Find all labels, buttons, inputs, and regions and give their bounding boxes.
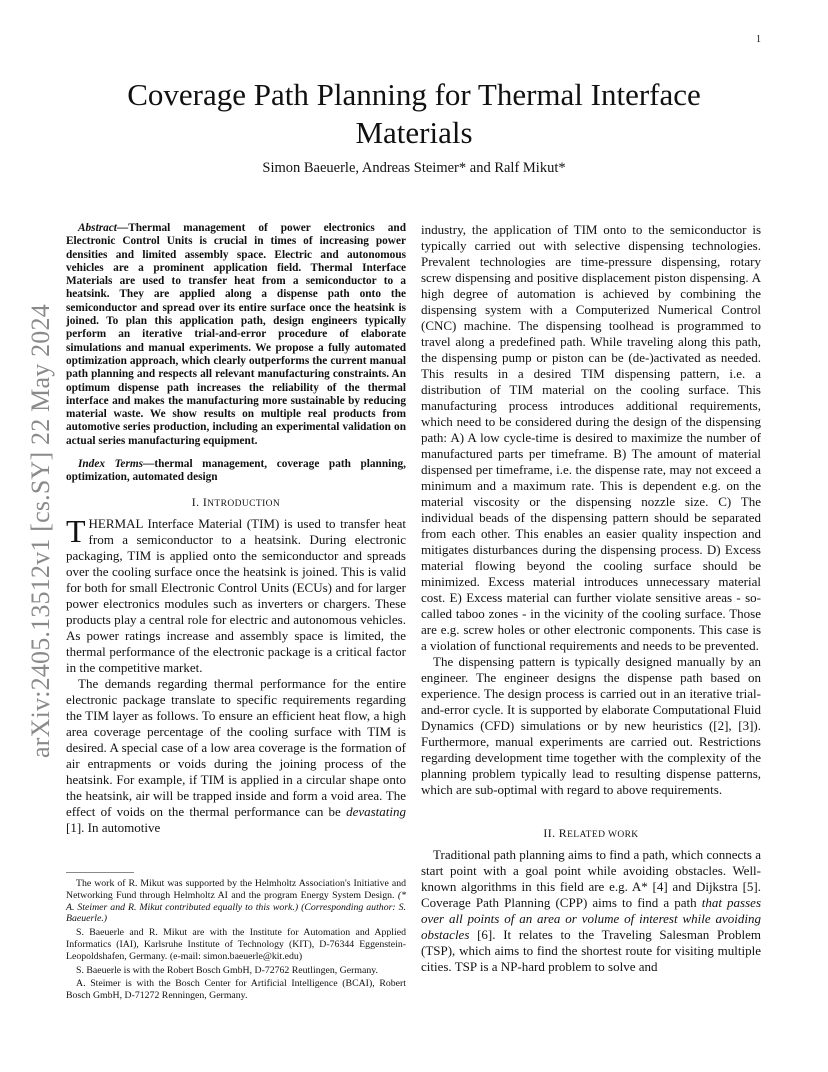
index-terms-text: —thermal management, coverage path planning, optimization, automated design	[66, 458, 406, 484]
section-title-rest: NTRODUCTION	[207, 498, 281, 509]
left-column	[66, 222, 406, 836]
abstract-text: —Thermal management of power electronics and Electronic Control Units is crucial in times of increasing power densities and limited assembly space. Electric and autonomous vehicles are a prominent application field. Thermal Interface Materials are used to transfer heat from a semiconductor to a heatsink. They are applied along a dispense path onto the semiconductor and spread over its entire surface once the heatsink is joined. To plan this application path, design engineers typically perform an iterative trial-and-error procedure of elaborate simulations and manual experiments. We propose a fully automated optimization approach, which clearly outperforms the current manual path planning and respects all relevant manufacturing constraints. An optimum dispense path increases the reliability of the thermal interface and makes the manufacturing more sustainable by reducing material waste. We show results on multiple real products from automotive series production, including an experimental validation on actual series manufacturing equipment.	[66, 222, 406, 447]
footnote-affiliation-bcai: A. Steimer is with the Bosch Center for Artificial Intelligence (BCAI), Robert Bosch GmbH, D-71272 Renningen, Germany.	[66, 978, 406, 1002]
section-title-rest: ELATED WORK	[567, 830, 639, 840]
abstract-label: Abstract	[78, 222, 117, 234]
related-work-tail: [6]. It relates to the Traveling Salesman Problem (TSP), which aims to find the shortest route for visiting multiple cities. TSP is a NP-hard problem to solve and	[421, 927, 761, 974]
title-line-2: Materials	[355, 115, 473, 150]
section-title-initial: I	[202, 494, 208, 509]
intro-paragraph-2-emphasis: devastating	[346, 803, 406, 819]
index-terms	[66, 458, 406, 485]
footnote-affiliation-bosch: S. Baeuerle is with the Robert Bosch GmbH, D-72762 Reutlingen, Germany.	[76, 964, 378, 976]
intro-paragraph-2-text: The demands regarding thermal performance for the entire electronic package translate to specific requirements regarding the TIM layer as follows. To ensure an efficient heat flow, a high area coverage percentage of the cooling surface with TIM is desired. A special case of a low area coverage is the formation of air entrapments or voids during the joining process of the heatsink. For example, if TIM is applied in a circular shape onto the heatsink, air will be trapped inside and form a void area. The effect of voids on the thermal performance can be	[66, 675, 406, 819]
section-title-initial: R	[558, 826, 568, 840]
drop-cap: T	[66, 512, 86, 549]
abstract	[66, 222, 406, 448]
paper-title	[80, 76, 748, 152]
related-work-paragraph-1	[421, 847, 761, 975]
related-work-emphasis: that passes over all points of an area or volume of interest while avoiding obstacles	[421, 895, 762, 942]
footnote-funding-text: The work of R. Mikut was supported by the Helmholtz Association's Initiative and Networking Fund through Helmholtz AI and the program Energy System Design.	[66, 878, 406, 901]
page-number: 1	[756, 34, 761, 45]
right-paragraph-2: The dispensing pattern is typically designed manually by an engineer. The engineer designs the dispense path based on experience. The design process is carried out in an iterative trial-and-error cycle. It is supported by elaborate Computational Fluid Dynamics (CFD) simulations or by new heuristics ([2], [3]). Furthermore, manual experiments are carried out. Restrictions regarding development time together with the complexity of the planning problem typically lead to resulting dispense patterns, which are sub-optimal with regard to above requirements.	[421, 654, 761, 797]
intro-paragraph-2	[66, 676, 406, 836]
right-column	[421, 222, 761, 975]
arxiv-stamp: arXiv:2405.13512v1 [cs.SY] 22 May 2024	[26, 304, 55, 758]
footnotes	[66, 878, 406, 1004]
footnote-funding-emphasis: (* A. Steimer and R. Mikut contributed equally to this work.) (Corresponding author: S. Baeuerle.)	[66, 889, 406, 925]
author-list: Simon Baeuerle, Andreas Steimer* and Ralf Mikut*	[262, 160, 566, 176]
footnote-funding	[66, 878, 406, 925]
right-paragraph-1: industry, the application of TIM onto to the semiconductor is typically carried out with selective dispensing technologies. Prevalent technologies are time-pressure dispensing, rotary screw dispensing and positive displacement piston dispensing. A high degree of automation is achieved by combining the dispensing system with a Computerized Numerical Control (CNC) machine. The dispensing toolhead is programmed to travel along a predefined path. While traveling along this path, the dispensing pump or piston can be (de-)activated as needed. This results in a desired TIM dispensing pattern, i.e. a distribution of TIM material on the cooling surface. This manufacturing process introduces additional requirements, which need to be considered during the design of the dispensing path: A) A low cycle-time is desired to maximize the number of manufactured parts per timeframe. B) The amount of material dispensed per timeframe, i.e. the dispense rate, may not exceed a minimum and a maximum rate. This is dependent e.g. on the material viscosity or the dispensing nozzle size. C) The individual beads of the dispensing pattern should be separated from each other. This enables an easier quality inspection and mitigates disturbances during the dispensing process. D) Excess material flowing beyond the cooling surface should be minimized. Excess material introduces unnecessary material cost. E) Excess material can further violate sensitive areas - so-called taboo zones - in the vicinity of the cooling surface. Those are e.g. screw holes or other electronic components. This case is a violation of functional requirements and needs to be prevented.	[421, 222, 761, 653]
index-terms-label: Index Terms	[78, 458, 144, 471]
section-heading-related-work	[421, 826, 761, 841]
intro-paragraph-2-tail: [1]. In automotive	[66, 819, 161, 835]
intro-paragraph-1-text: HERMAL Interface Material (TIM) is used to transfer heat from a semiconductor to a heatsink. During electronic packaging, TIM is applied onto the semiconductor and spreads over the cooling surface once the heatsink is joined. This is valid for both for small Electronic Control Units (ECUs) and for larger power electronics modules such as inverters or chargers. These products play a central role for electric and autonomous vehicles. As power ratings increase and assembly space is limited, the thermal performance of the electronic package is a critical factor in the competitive market.	[66, 515, 406, 675]
section-number: I.	[191, 494, 203, 509]
intro-paragraph-1	[66, 512, 406, 676]
section-number: II.	[543, 826, 559, 840]
footnote-affiliation-kit: S. Baeuerle and R. Mikut are with the Institute for Automation and Applied Informatics (IAI), Karlsruhe Institute of Technology (KIT), D-76344 Eggenstein-Leopoldshafen, Germany. (e-mail: simon.baeuerle@kit.edu)	[66, 927, 406, 962]
footnote-rule	[66, 872, 134, 873]
title-line-1: Coverage Path Planning for Thermal Interface	[127, 77, 701, 112]
related-work-text: Traditional path planning aims to find a path, which connects a start point with a goal point while avoiding obstacles. Well-known algorithms in this field are e.g. A* [4] and Dijkstra [5]. Coverage Path Planning (CPP) aims to find a path	[421, 847, 761, 910]
section-heading-introduction	[66, 495, 406, 510]
